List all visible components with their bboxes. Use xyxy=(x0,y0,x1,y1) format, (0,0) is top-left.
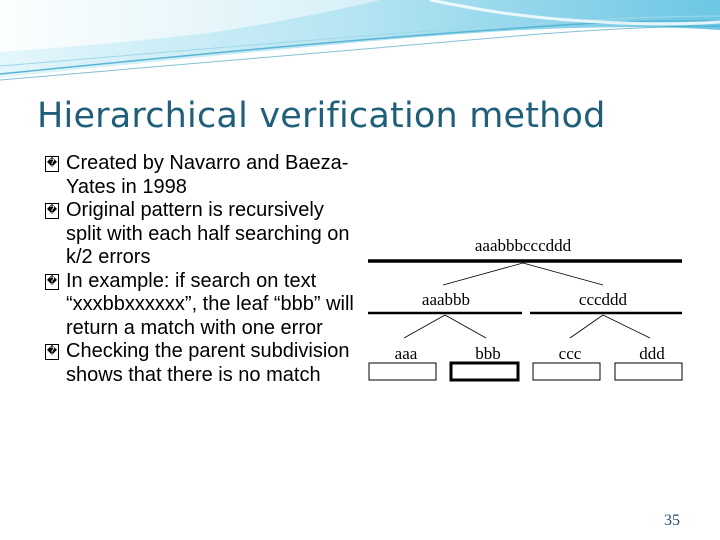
page-number: 35 xyxy=(664,512,680,529)
bullet-text: Checking the parent subdivision shows that there is no match xyxy=(66,340,350,386)
bullet-text: In example: if search on text “xxxbbxxxxxx”, the leaf “bbb” will return a match with one error xyxy=(66,269,354,339)
bullet-icon: � xyxy=(45,274,59,290)
tree-edge xyxy=(445,315,486,338)
bullet-item xyxy=(45,340,355,387)
tree-edge xyxy=(404,315,445,338)
tree-node-label-left: aaabbb xyxy=(421,290,471,309)
bullet-icon: � xyxy=(45,156,59,172)
tree-leaf-box xyxy=(369,363,436,380)
bullet-text: Original pattern is recursively split with each half searching on k/2 errors xyxy=(66,199,350,268)
tree-leaf-label: aaa xyxy=(394,344,418,363)
tree-leaf-label: ddd xyxy=(639,344,665,363)
bullet-list xyxy=(45,152,355,387)
tree-edge xyxy=(443,263,523,285)
bullet-item xyxy=(45,199,355,270)
bullet-item xyxy=(45,152,355,199)
tree-node-label-right: cccddd xyxy=(578,290,628,309)
tree-edge xyxy=(603,315,650,338)
tree-leaf-label: bbb xyxy=(475,344,501,363)
tree-leaf-box xyxy=(615,363,682,380)
slide-title: Hierarchical verification method xyxy=(37,96,606,136)
tree-edge xyxy=(570,315,603,338)
bullet-icon: � xyxy=(45,344,59,360)
bullet-icon: � xyxy=(45,203,59,219)
tree-leaf-box-highlighted xyxy=(451,363,518,380)
bullet-text: Created by Navarro and Baeza-Yates in 1998 xyxy=(66,152,349,198)
tree-edge xyxy=(523,263,603,285)
split-tree-diagram xyxy=(366,232,684,384)
tree-leaf-label: ccc xyxy=(558,344,582,363)
tree-leaf-box xyxy=(533,363,600,380)
tree-root-label: aaabbbcccddd xyxy=(474,236,572,255)
bullet-item xyxy=(45,270,355,341)
header-wave-decoration xyxy=(0,0,720,90)
